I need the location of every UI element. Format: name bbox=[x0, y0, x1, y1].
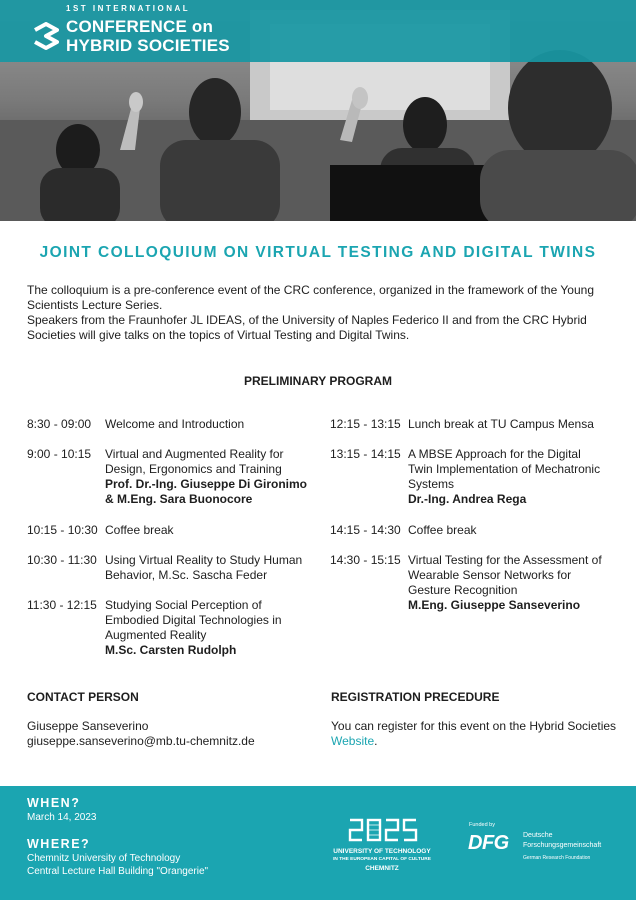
program-title: Coffee break bbox=[408, 523, 477, 537]
program-time: 10:30 - 11:30 bbox=[27, 553, 97, 567]
contact-email[interactable]: giuseppe.sanseverino@mb.tu-chemnitz.de bbox=[27, 734, 255, 748]
university-tagline: IN THE EUROPEAN CAPITAL OF CULTURE bbox=[333, 857, 431, 862]
dfg-english-name: German Research Foundation bbox=[523, 855, 591, 861]
program-title: Studying Social Perception of Embodied Digital Technologies in Augmented Reality bbox=[105, 598, 282, 642]
when-label: WHEN? bbox=[27, 796, 81, 810]
university-city: CHEMNITZ bbox=[365, 865, 399, 872]
program-title: Welcome and Introduction bbox=[105, 417, 245, 431]
intro-text bbox=[27, 283, 612, 343]
program-time: 12:15 - 13:15 bbox=[330, 417, 401, 431]
program-speaker: Prof. Dr.-Ing. Giuseppe Di Gironimo & M.Eng. Sara Buonocore bbox=[105, 477, 308, 506]
program-title: A MBSE Approach for the Digital Twin Implementation of Mechatronic Systems bbox=[408, 447, 601, 491]
program-heading: PRELIMINARY PROGRAM bbox=[243, 374, 392, 388]
dfg-logo: DFG bbox=[468, 832, 509, 854]
intro-paragraph: Speakers from the Fraunhofer JL IDEAS, of the University of Naples Federico II and from the CRC Hybrid Societies will give talks on the topics of Virtual Testing and Digital Twins. bbox=[27, 313, 587, 342]
program-time: 11:30 - 12:15 bbox=[27, 598, 97, 612]
program-speaker: M.Sc. Carsten Rudolph bbox=[105, 643, 237, 657]
website-link[interactable]: Website bbox=[331, 734, 375, 748]
dfg-name-line2: Forschungsgemeinschaft bbox=[523, 842, 602, 849]
conference-edition: 1ST INTERNATIONAL bbox=[66, 4, 191, 13]
event-date: March 14, 2023 bbox=[27, 812, 97, 823]
where-label: WHERE? bbox=[27, 837, 91, 851]
contact-name: Giuseppe Sanseverino bbox=[27, 719, 149, 733]
registration-suffix: . bbox=[374, 734, 378, 748]
funded-by-label: Funded by bbox=[469, 822, 495, 828]
program-time: 13:15 - 14:15 bbox=[330, 447, 401, 461]
contact-details bbox=[27, 719, 255, 749]
registration-text bbox=[331, 719, 621, 749]
registration-sentence: You can register for this event on the Hybrid Societies bbox=[331, 719, 617, 733]
program-title: Coffee break bbox=[105, 523, 174, 537]
program-title: Virtual and Augmented Reality for Design, Ergonomics and Training bbox=[105, 447, 284, 476]
page-title: JOINT COLLOQUIUM ON VIRTUAL TESTING AND DIGITAL TWINS bbox=[39, 244, 597, 261]
program-time: 9:00 - 10:15 bbox=[27, 447, 92, 461]
intro-paragraph: The colloquium is a pre-conference event of the CRC conference, organized in the framework of the Young Scientists Lecture Series. bbox=[27, 283, 594, 312]
location-line2: Central Lecture Hall Building "Orangerie" bbox=[27, 866, 209, 877]
registration-heading: REGISTRATION PRECEDURE bbox=[331, 690, 500, 704]
conference-logo-icon bbox=[33, 22, 59, 50]
program-speaker: M.Eng. Giuseppe Sanseverino bbox=[408, 598, 581, 612]
conference-name-line2: HYBRID SOCIETIES bbox=[66, 36, 230, 55]
program-speaker: Dr.-Ing. Andrea Rega bbox=[408, 492, 527, 506]
location-line1: Chemnitz University of Technology bbox=[27, 853, 181, 864]
university-name: UNIVERSITY OF TECHNOLOGY bbox=[333, 848, 431, 855]
program-time: 14:15 - 14:30 bbox=[330, 523, 401, 537]
university-logo-icon bbox=[348, 816, 418, 844]
dfg-name-line1: Deutsche bbox=[523, 832, 553, 839]
header-bar bbox=[0, 0, 636, 62]
program-title: Lunch break at TU Campus Mensa bbox=[408, 417, 594, 431]
program-time: 10:15 - 10:30 bbox=[27, 523, 98, 537]
contact-heading: CONTACT PERSON bbox=[27, 690, 139, 704]
footer-band bbox=[0, 786, 636, 900]
program-title: Virtual Testing for the Assessment of Wearable Sensor Networks for Gesture Recognition bbox=[408, 553, 602, 597]
program-title: Using Virtual Reality to Study Human Behavior, M.Sc. Sascha Feder bbox=[105, 553, 303, 582]
conference-name-line1: CONFERENCE on bbox=[66, 17, 214, 36]
program-time: 14:30 - 15:15 bbox=[330, 553, 401, 567]
program-time: 8:30 - 09:00 bbox=[27, 417, 92, 431]
